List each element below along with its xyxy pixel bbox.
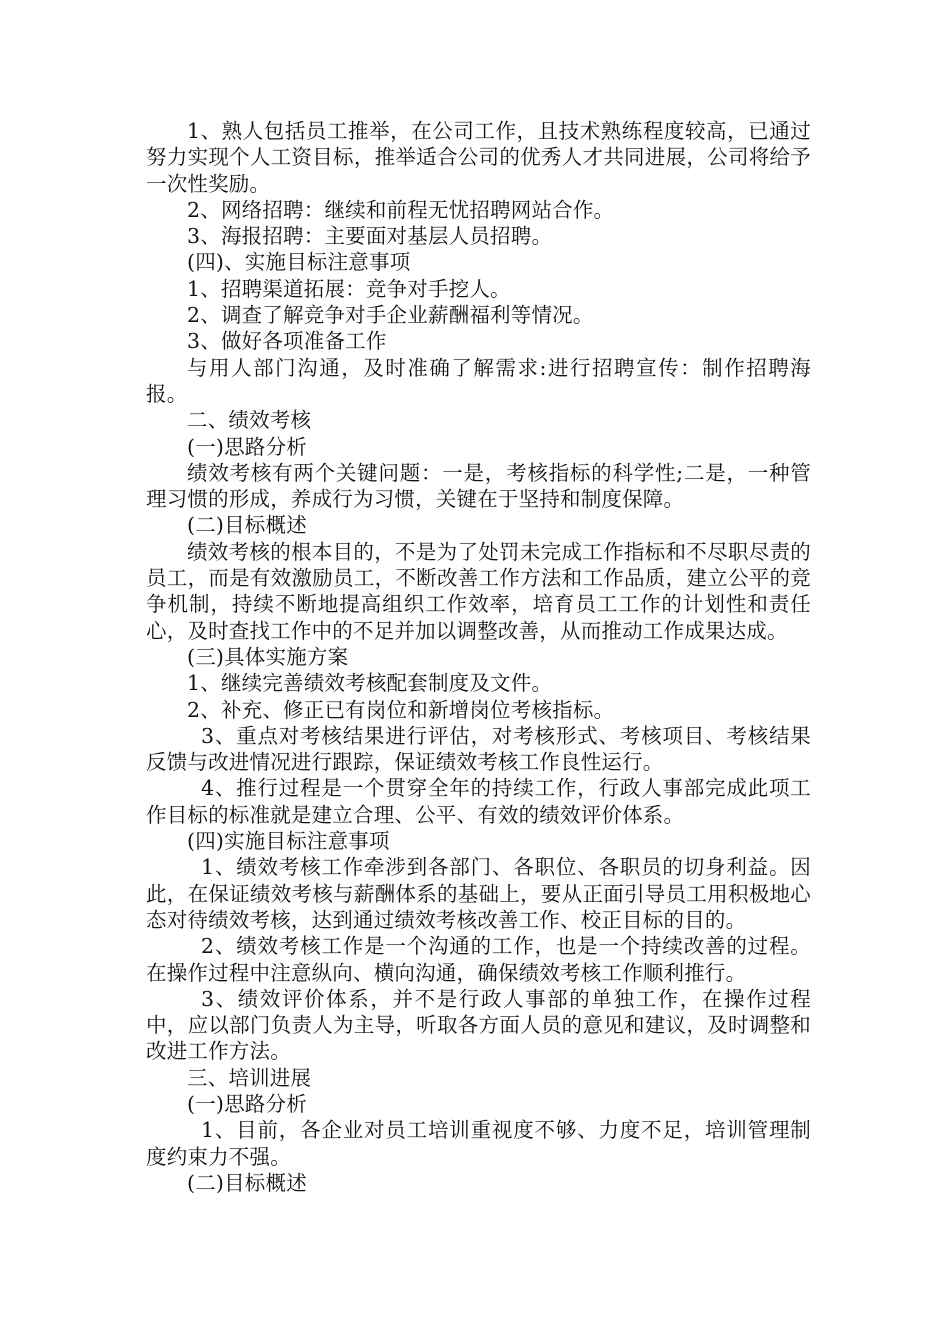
section-subheading: (三)具体实施方案: [187, 644, 349, 669]
paragraph: 3、做好各项准备工作: [187, 329, 387, 354]
paragraph: 1、继续完善绩效考核配套制度及文件。: [187, 671, 553, 696]
section-subheading: (二)目标概述: [187, 513, 307, 538]
paragraph: 1、绩效考核工作牵涉到各部门、各职位、各职员的切身利益。因此，在保证绩效考核与薪酬体系的基础上，要从正面引导员工用积极地心态对待绩效考核，达到通过绩效考核改善工作、校正目标的目的。: [146, 855, 811, 932]
section-subheading: (一)思路分析: [187, 434, 307, 459]
section-heading: 二、绩效考核: [187, 408, 312, 433]
paragraph: 4、推行过程是一个贯穿全年的持续工作，行政人事部完成此项工作目标的标准就是建立合理、公平、有效的绩效评价体系。: [146, 776, 811, 827]
section-subheading: (四)实施目标注意事项: [187, 829, 390, 854]
paragraph: 3、海报招聘：主要面对基层人员招聘。: [187, 224, 553, 249]
paragraph: 2、网络招聘：继续和前程无忧招聘网站合作。: [187, 197, 615, 222]
section-subheading: (四)、实施目标注意事项: [187, 250, 411, 275]
paragraph: 3、重点对考核结果进行评估，对考核形式、考核项目、考核结果反馈与改进情况进行跟踪，保证绩效考核工作良性运行。: [146, 723, 811, 775]
paragraph: 1、招聘渠道拓展：竞争对手挖人。: [187, 276, 511, 301]
section-heading: 三、培训进展: [187, 1065, 312, 1090]
paragraph: 2、补充、修正已有岗位和新增岗位考核指标。: [187, 697, 615, 722]
paragraph: 绩效考核有两个关键问题：一是，考核指标的科学性;二是，一种管理习惯的形成，养成行为习惯，关键在于坚持和制度保障。: [146, 460, 811, 512]
paragraph: 与用人部门沟通，及时准确了解需求:进行招聘宣传：制作招聘海报。: [146, 355, 811, 406]
document-body: [146, 118, 811, 1196]
paragraph: 3、绩效评价体系，并不是行政人事部的单独工作，在操作过程中，应以部门负责人为主导，听取各方面人员的意见和建议，及时调整和改进工作方法。: [146, 986, 811, 1064]
paragraph: 绩效考核的根本目的，不是为了处罚未完成工作指标和不尽职尽责的员工，而是有效激励员工，不断改善工作方法和工作品质，建立公平的竞争机制，持续不断地提高组织工作效率，培育员工工作的计划性和责任心，及时查找工作中的不足并加以调整改善，从而推动工作成果达成。: [146, 539, 811, 643]
paragraph: 1、目前，各企业对员工培训重视度不够、力度不足，培训管理制度约束力不强。: [146, 1118, 811, 1169]
paragraph: 2、调查了解竞争对手企业薪酬福利等情况。: [187, 303, 594, 328]
section-subheading: (二)目标概述: [187, 1170, 307, 1195]
paragraph: 2、绩效考核工作是一个沟通的工作，也是一个持续改善的过程。在操作过程中注意纵向、横向沟通，确保绩效考核工作顺利推行。: [146, 934, 811, 985]
section-subheading: (一)思路分析: [187, 1091, 307, 1116]
paragraph: 1、熟人包括员工推举，在公司工作，且技术熟练程度较高，已通过努力实现个人工资目标，推举适合公司的优秀人才共同进展，公司将给予一次性奖励。: [146, 119, 811, 196]
